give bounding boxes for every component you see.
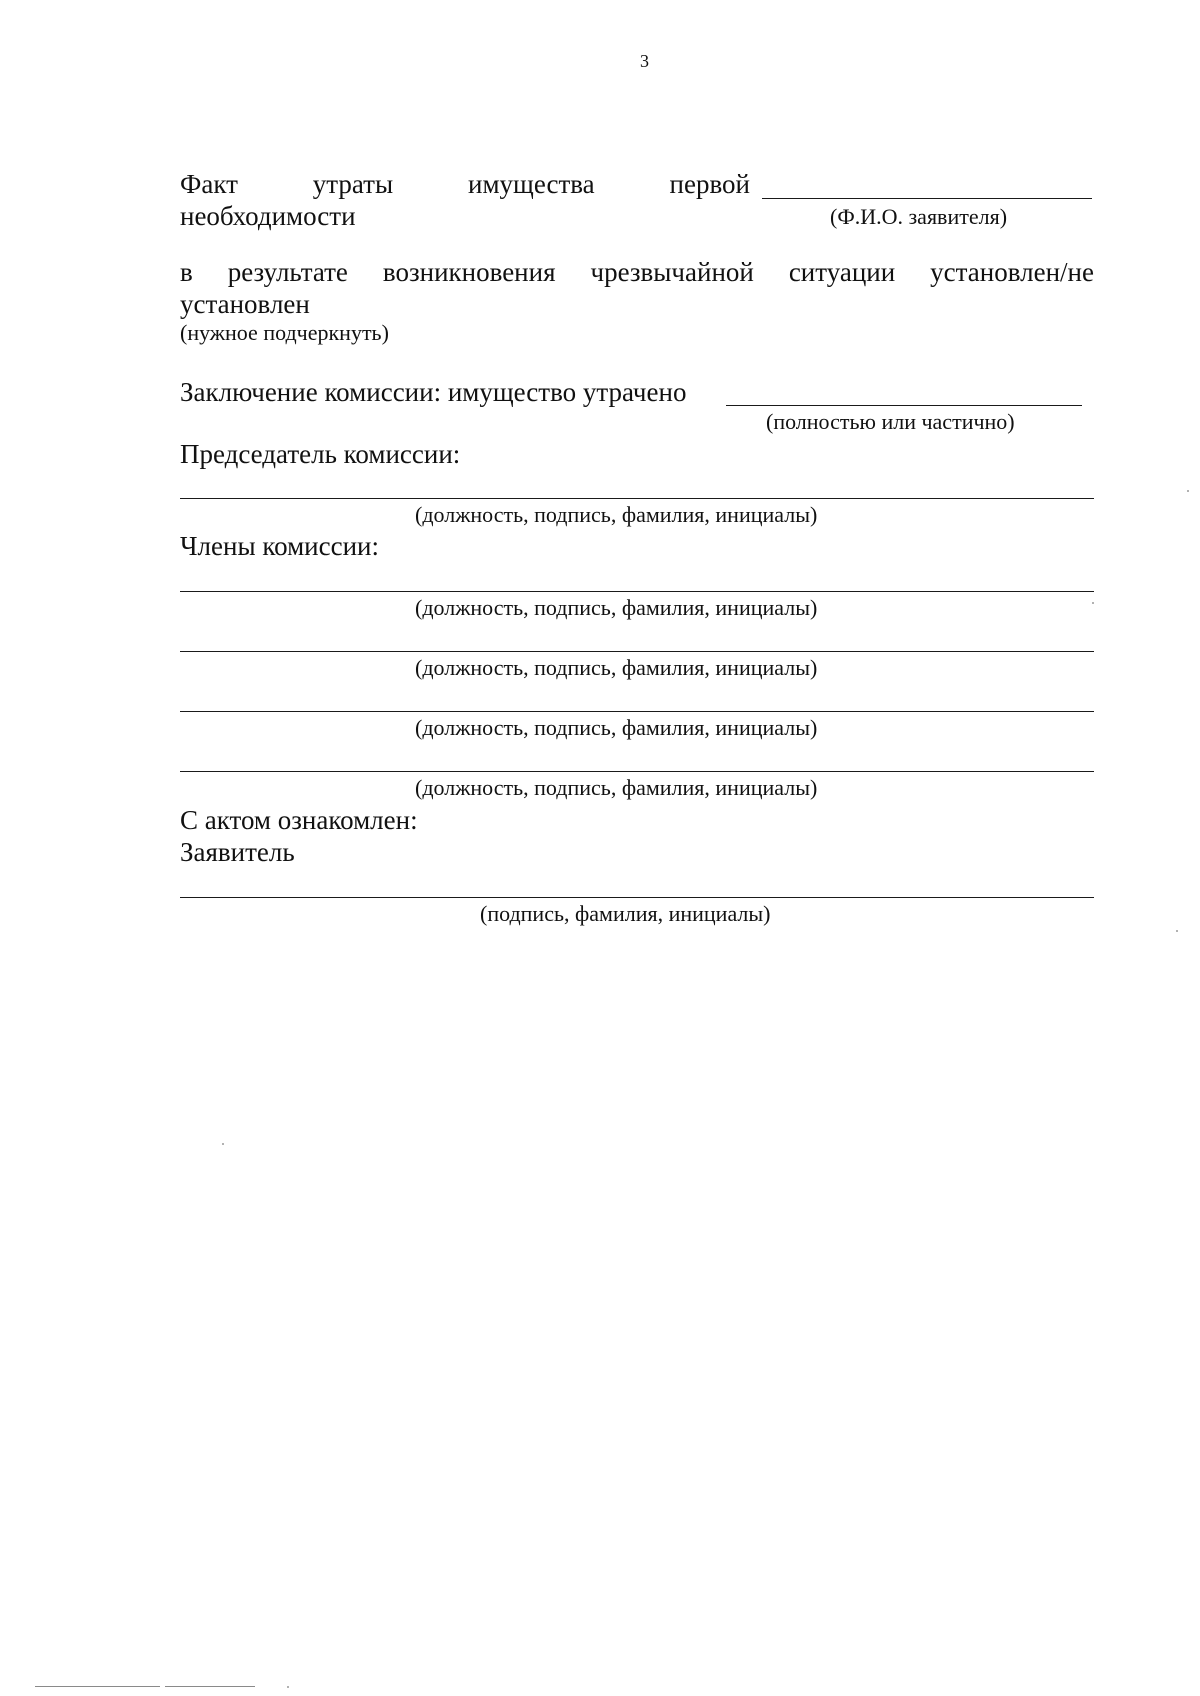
page-number: 3 xyxy=(640,51,649,71)
fact-word: имущества xyxy=(468,169,595,199)
result-line xyxy=(180,256,1094,288)
members-label: Члены комиссии: xyxy=(180,531,379,561)
result-word: чрезвычайной xyxy=(590,257,754,287)
member-caption: (должность, подпись, фамилия, инициалы) xyxy=(415,595,818,620)
result-word: возникновения xyxy=(382,257,556,287)
result-line-2: установлен xyxy=(180,289,310,319)
fact-word: Факт xyxy=(180,169,238,199)
fact-word: утраты xyxy=(312,169,394,199)
fact-line xyxy=(180,168,750,200)
applicant-signature-line xyxy=(180,897,1094,898)
member-signature-line xyxy=(180,651,1094,652)
member-caption: (должность, подпись, фамилия, инициалы) xyxy=(415,775,818,800)
fact-line-2: необходимости xyxy=(180,201,356,231)
result-word: ситуации xyxy=(788,257,896,287)
applicant-name-caption: (Ф.И.О. заявителя) xyxy=(830,204,1008,229)
member-signature-line xyxy=(180,771,1094,772)
scan-speck xyxy=(222,1143,224,1145)
acquainted-label: С актом ознакомлен: xyxy=(180,805,418,835)
scan-speck xyxy=(1092,602,1094,604)
chairman-signature-line xyxy=(180,498,1094,499)
scan-speck xyxy=(1176,930,1178,932)
conclusion-caption: (полностью или частично) xyxy=(766,409,1015,434)
member-caption: (должность, подпись, фамилия, инициалы) xyxy=(415,655,818,680)
scan-speck xyxy=(287,1686,289,1688)
conclusion-label: Заключение комиссии: имущество утрачено xyxy=(180,377,687,407)
member-signature-line xyxy=(180,591,1094,592)
fact-word: первой xyxy=(669,169,750,199)
applicant-caption: (подпись, фамилия, инициалы) xyxy=(480,901,771,926)
member-caption: (должность, подпись, фамилия, инициалы) xyxy=(415,715,818,740)
conclusion-line xyxy=(726,405,1082,406)
underline-note: (нужное подчеркнуть) xyxy=(180,320,389,345)
scan-artifact-line xyxy=(35,1686,160,1687)
applicant-label: Заявитель xyxy=(180,837,295,867)
result-word: в xyxy=(180,257,193,287)
chairman-caption: (должность, подпись, фамилия, инициалы) xyxy=(415,502,818,527)
result-word: установлен/не xyxy=(930,257,1094,287)
result-word: результате xyxy=(227,257,348,287)
member-signature-line xyxy=(180,711,1094,712)
applicant-name-line xyxy=(762,198,1092,199)
scan-artifact-line xyxy=(165,1686,255,1687)
scan-speck xyxy=(1187,490,1189,492)
chairman-label: Председатель комиссии: xyxy=(180,439,461,469)
